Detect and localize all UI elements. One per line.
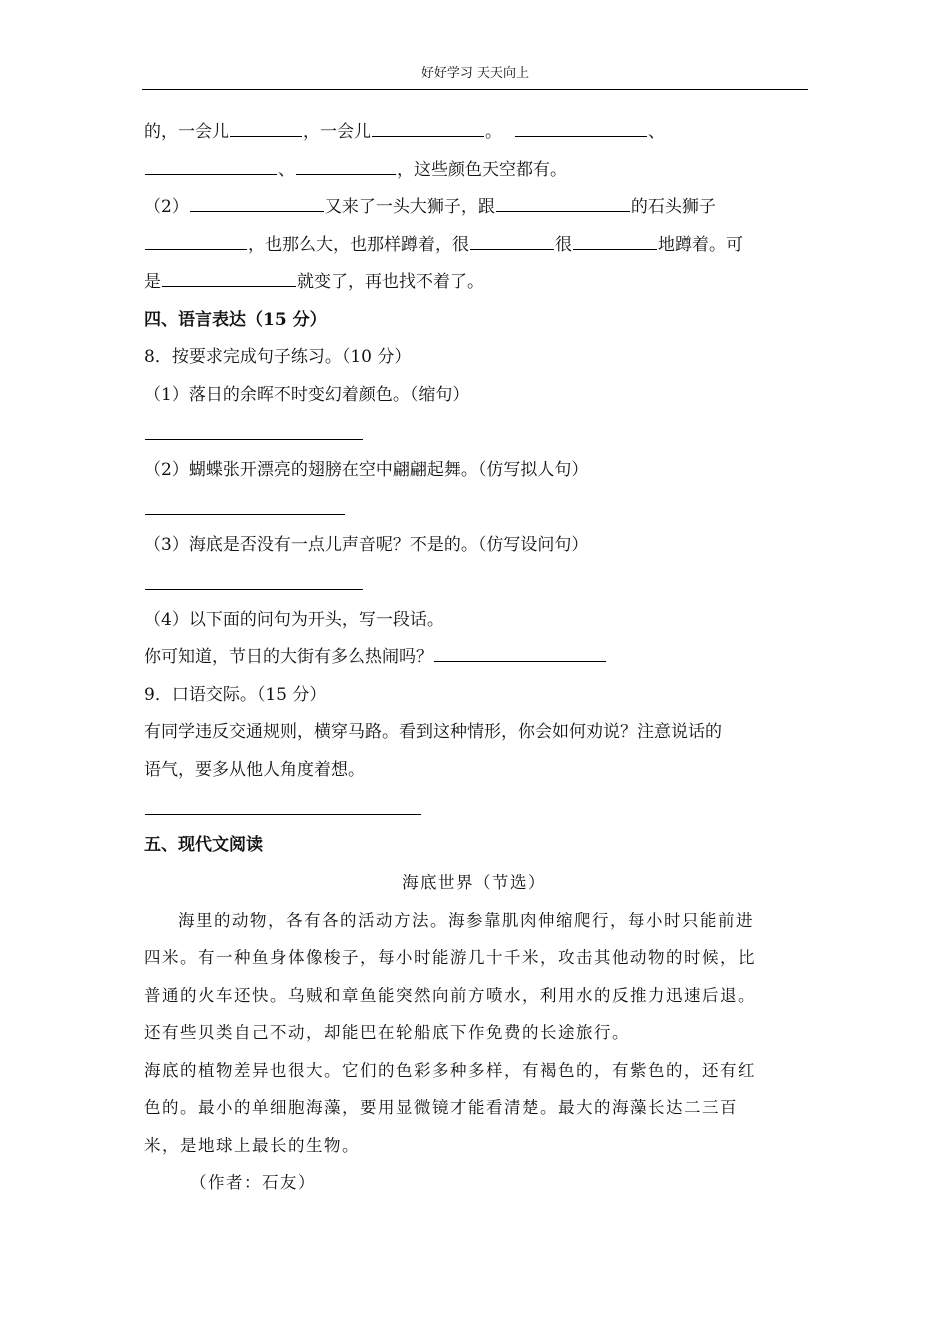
- blank[interactable]: [372, 135, 484, 137]
- section-five-title: 五、现代文阅读: [144, 834, 263, 855]
- passage-author: （作者：石友）: [190, 1173, 316, 1192]
- section-four-title: 四、语言表达（15 分）: [144, 309, 327, 330]
- blank[interactable]: [145, 588, 363, 590]
- blank[interactable]: [145, 248, 247, 250]
- passage-line: 还有些贝类自己不动，却能巴在轮船底下作免费的长途旅行。: [144, 1023, 630, 1042]
- answer-line-9: [144, 789, 804, 827]
- passage-line: 四米。有一种鱼身体像梭子，每小时能游几十千米，攻击其他动物的时候，比: [144, 948, 756, 967]
- question-9-text-2: 语气，要多从他人角度着想。: [144, 759, 365, 780]
- worksheet-content: [144, 114, 804, 1202]
- blank[interactable]: [573, 248, 657, 250]
- page-header: 好好学习 天天向上: [142, 64, 808, 90]
- question-8-4: （4）以下面的问句为开头，写一段话。: [144, 609, 444, 630]
- question-8: 8．按要求完成句子练习。（10 分）: [144, 347, 412, 367]
- fill-line-3: （2） 又来了一头大狮子，跟 的石头狮子: [144, 197, 716, 217]
- blank[interactable]: [296, 173, 396, 175]
- blank[interactable]: [470, 248, 554, 250]
- question-9: 9．口语交际。（15 分）: [144, 684, 327, 705]
- blank[interactable]: [496, 210, 630, 212]
- fill-line-2: 、 ，这些颜色天空都有。: [144, 152, 804, 190]
- passage-line: 海里的动物，各有各的活动方法。海参靠肌肉伸缩爬行，每小时只能前进: [178, 910, 754, 930]
- question-8-1: （1）落日的余晖不时变幻着颜色。（缩句）: [144, 384, 470, 405]
- passage-line: 海底的植物差异也很大。它们的色彩多种多样，有褐色的，有紫色的，还有红: [144, 1060, 756, 1080]
- fill-line-5: 是 就变了，再也找不着了。: [144, 272, 484, 292]
- blank[interactable]: [190, 210, 324, 212]
- passage-line: 米，是地球上最长的生物。: [144, 1135, 360, 1155]
- blank[interactable]: [145, 813, 421, 815]
- question-8-4-prompt: 你可知道，节日的大街有多么热闹吗？: [144, 639, 804, 677]
- question-8-3: （3）海底是否没有一点儿声音呢？不是的。（仿写设问句）: [144, 534, 589, 555]
- blank[interactable]: [162, 285, 296, 287]
- question-9-text-1: 有同学违反交通规则，横穿马路。看到这种情形，你会如何劝说？注意说话的: [144, 722, 722, 742]
- fill-line-1: 的，一会儿 ，一会儿 。 、: [144, 122, 665, 142]
- passage-line: 普通的火车还快。乌贼和章鱼能突然向前方喷水，利用水的反推力迅速后退。: [144, 985, 756, 1005]
- passage-line: 色的。最小的单细胞海藻，要用显微镜才能看清楚。最大的海藻长达二三百: [144, 1098, 738, 1117]
- fill-line-4: ，也那么大，也那样蹲着，很 很 地蹲着。可: [144, 227, 804, 265]
- blank[interactable]: [515, 135, 647, 137]
- blank[interactable]: [434, 660, 606, 662]
- answer-line-8-2: [144, 489, 804, 527]
- answer-line-8-1: [144, 414, 804, 452]
- blank[interactable]: [230, 135, 302, 137]
- question-8-2: （2）蝴蝶张开漂亮的翅膀在空中翩翩起舞。（仿写拟人句）: [144, 459, 589, 480]
- answer-line-8-3: [144, 564, 804, 602]
- blank[interactable]: [145, 438, 363, 440]
- blank[interactable]: [145, 173, 277, 175]
- passage-title: 海底世界（节选）: [402, 873, 546, 892]
- blank[interactable]: [145, 513, 345, 515]
